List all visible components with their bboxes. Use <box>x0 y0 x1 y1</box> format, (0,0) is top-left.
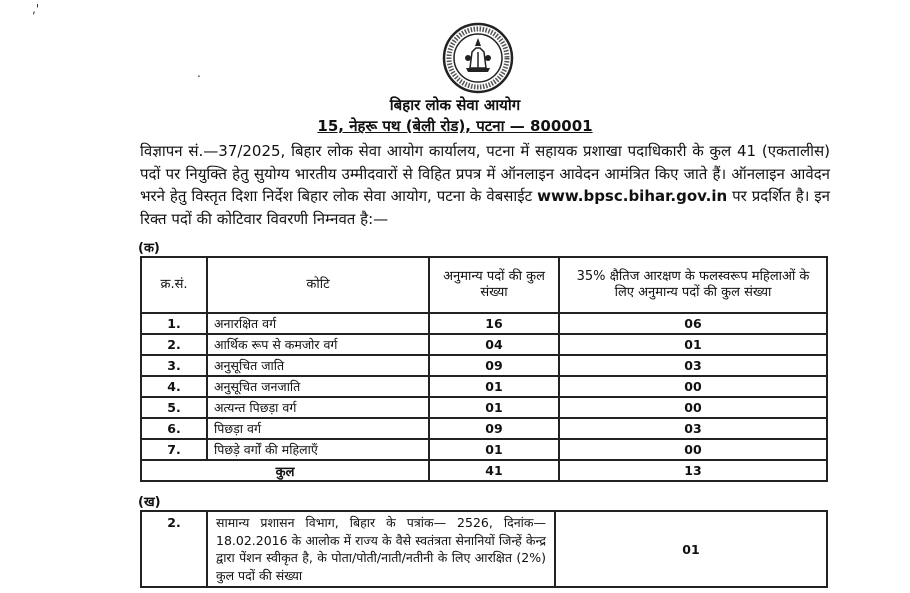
table-row: 5. अत्यन्त पिछड़ा वर्ग 01 00 <box>141 397 827 418</box>
section-b-label: (ख) <box>138 495 161 510</box>
table-row: 2. आर्थिक रूप से कमजोर वर्ग 04 01 <box>141 334 827 355</box>
org-address: 15, नेहरू पथ (बेली रोड), पटना — 800001 <box>317 117 593 135</box>
header-category: कोटि <box>207 257 429 313</box>
org-name: बिहार लोक सेवा आयोग <box>389 96 521 114</box>
total-posts-value: 41 <box>429 460 559 481</box>
section-a-label: (क) <box>138 241 160 256</box>
total-women-value: 13 <box>559 460 827 481</box>
table-row: 7. पिछड़े वर्गों की महिलाएँ 01 00 <box>141 439 827 460</box>
table-row: 3. अनुसूचित जाति 09 03 <box>141 355 827 376</box>
advertisement-text: विज्ञापन सं.—37/2025, बिहार लोक सेवा आयोग कार्यालय, पटना में सहायक प्रशाखा पदाधिकारी के कुल 41 (एकतालीस) पदों पर नियुक्ति हेतु सुयोग्य भारतीय उम्मीदवारों से विहित प्रपत्र में ऑनलाइन आवेदन आमंत्रित किए जाते हैं। ऑनलाइन आवेदन भरने हेतु विस्तृत दिशा निर्देश बिहार लोक सेवा आयोग, पटना के वेबसाईट www.bpsc.bihar.gov.in पर प्रदर्शित है। इन रिक्त पदों की कोटिवार विवरणी निम्नवत है:— <box>140 142 830 228</box>
header-total-posts: अनुमान्य पदों की कुल संख्या <box>429 257 559 313</box>
table-row: 6. पिछड़ा वर्ग 09 03 <box>141 418 827 439</box>
category-table <box>140 256 828 482</box>
total-label: कुल <box>141 460 429 481</box>
stray-dot: . <box>197 66 201 80</box>
freedom-fighter-table <box>140 510 828 588</box>
row-description: सामान्य प्रशासन विभाग, बिहार के पत्रांक— 2526, दिनांक— 18.02.2016 के आलोक में राज्य के वैसे स्वतंत्रता सेनानियों जिन्हें केन्द्र द्वारा पेंशन स्वीकृत है, के पोता/पोती/नाती/नतीनी के लिए आरक्षित (2%) कुल पदों की संख्या <box>207 511 555 587</box>
table-row <box>141 511 827 587</box>
row-sno: 2. <box>141 511 207 587</box>
table-row: 4. अनुसूचित जनजाति 01 00 <box>141 376 827 397</box>
header-women-posts: 35% क्षैतिज आरक्षण के फलस्वरूप महिलाओं के लिए अनुमान्य पदों की कुल संख्या <box>559 257 827 313</box>
table-header-row <box>141 257 827 313</box>
header-sno: क्र.सं. <box>141 257 207 313</box>
row-value: 01 <box>555 511 827 587</box>
table-row: 1. अनारक्षित वर्ग 16 06 <box>141 313 827 334</box>
total-row <box>141 460 827 481</box>
website-link[interactable]: www.bpsc.bihar.gov.in <box>537 187 728 205</box>
bihar-emblem-icon <box>442 22 514 94</box>
corner-mark: ,' <box>32 2 40 16</box>
